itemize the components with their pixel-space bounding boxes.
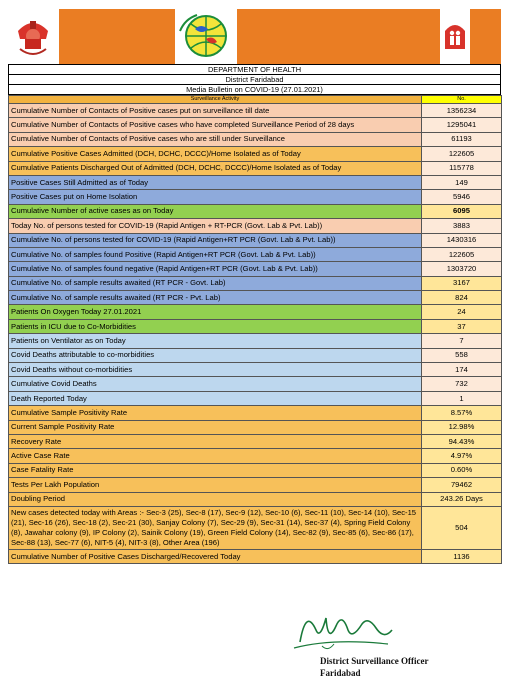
table-row bbox=[9, 291, 502, 305]
table-row bbox=[9, 363, 502, 377]
table-row bbox=[9, 506, 502, 549]
table-row bbox=[9, 132, 502, 146]
table-row bbox=[9, 161, 502, 175]
row-value: 12.98% bbox=[422, 420, 502, 434]
row-value: 5946 bbox=[422, 190, 502, 204]
row-label: Cumulative No. of sample results awaited (RT PCR - Pvt. Lab) bbox=[9, 291, 422, 305]
row-value: 8.57% bbox=[422, 406, 502, 420]
table-row bbox=[9, 434, 502, 448]
row-label: Cumulative Covid Deaths bbox=[9, 377, 422, 391]
table-row bbox=[9, 247, 502, 261]
row-label: Cumulative Number of Contacts of Positive cases who are still under Surveillance bbox=[9, 132, 422, 146]
department-title: DEPARTMENT OF HEALTH bbox=[8, 64, 501, 75]
table-row bbox=[9, 233, 502, 247]
row-value: 1303720 bbox=[422, 262, 502, 276]
row-value: 1295041 bbox=[422, 118, 502, 132]
table-row bbox=[9, 549, 502, 563]
table-row bbox=[9, 276, 502, 290]
table-row bbox=[9, 492, 502, 506]
row-label: Cumulative Number of Contacts of Positive cases put on surveillance till date bbox=[9, 104, 422, 118]
table-row bbox=[9, 190, 502, 204]
district-title: District Faridabad bbox=[8, 75, 501, 85]
row-label: Positive Cases Still Admitted as of Today bbox=[9, 175, 422, 189]
row-value: 37 bbox=[422, 319, 502, 333]
row-value: 3167 bbox=[422, 276, 502, 290]
table-row bbox=[9, 334, 502, 348]
row-value: 61193 bbox=[422, 132, 502, 146]
table-row bbox=[9, 348, 502, 362]
row-label: Cumulative Number of Contacts of Positive cases who have completed Surveillance Period of 28 days bbox=[9, 118, 422, 132]
row-label: Covid Deaths without co-morbidities bbox=[9, 363, 422, 377]
row-value: 122605 bbox=[422, 247, 502, 261]
row-label: Patients in ICU due to Co-Morbidities bbox=[9, 319, 422, 333]
health-globe-logo-icon bbox=[175, 9, 237, 64]
row-label: Covid Deaths attributable to co-morbidities bbox=[9, 348, 422, 362]
row-value: 1 bbox=[422, 391, 502, 405]
officer-signature bbox=[292, 600, 402, 655]
row-label: Death Reported Today bbox=[9, 391, 422, 405]
row-label: Cumulative Positive Cases Admitted (DCH, DCHC, DCCC)/Home Isolated as of Today bbox=[9, 147, 422, 161]
row-value: 24 bbox=[422, 305, 502, 319]
row-label: Cumulative Number of active cases as on Today bbox=[9, 204, 422, 218]
column-header-number: No. bbox=[422, 96, 502, 104]
row-label: Cumulative Patients Discharged Out of Admitted (DCH, DCHC, DCCC)/Home Isolated as of Today bbox=[9, 161, 422, 175]
table-row bbox=[9, 219, 502, 233]
row-value: 174 bbox=[422, 363, 502, 377]
row-label: Recovery Rate bbox=[9, 434, 422, 448]
row-value: 4.97% bbox=[422, 449, 502, 463]
row-value: 94.43% bbox=[422, 434, 502, 448]
table-row bbox=[9, 175, 502, 189]
row-label: Cumulative No. of samples found negative (Rapid Antigen+RT PCR (Govt. Lab & Pvt. Lab)) bbox=[9, 262, 422, 276]
bulletin-title: Media Bulletin on COVID-19 (27.01.2021) bbox=[8, 85, 501, 95]
row-value: 558 bbox=[422, 348, 502, 362]
table-row bbox=[9, 262, 502, 276]
family-welfare-logo-icon bbox=[440, 9, 470, 64]
table-row bbox=[9, 305, 502, 319]
surveillance-table bbox=[8, 95, 502, 564]
row-label: Positive Cases put on Home Isolation bbox=[9, 190, 422, 204]
row-label: Active Case Rate bbox=[9, 449, 422, 463]
bulletin-sheet bbox=[8, 9, 501, 564]
row-label: Cumulative No. of persons tested for COVID-19 (Rapid Antigen+RT PCR (Govt. Lab & Pvt. Lab)) bbox=[9, 233, 422, 247]
table-header-row bbox=[9, 96, 502, 104]
table-row bbox=[9, 319, 502, 333]
row-label: Case Fatality Rate bbox=[9, 463, 422, 477]
table-row bbox=[9, 391, 502, 405]
row-value: 122605 bbox=[422, 147, 502, 161]
row-value: 0.60% bbox=[422, 463, 502, 477]
table-row bbox=[9, 147, 502, 161]
row-value: 243.26 Days bbox=[422, 492, 502, 506]
header-banner bbox=[8, 9, 501, 64]
table-row bbox=[9, 478, 502, 492]
signature-title: District Surveillance Officer bbox=[320, 656, 429, 666]
table-row bbox=[9, 104, 502, 118]
row-label: Patients On Oxygen Today 27.01.2021 bbox=[9, 305, 422, 319]
row-label: Cumulative Number of Positive Cases Discharged/Recovered Today bbox=[9, 549, 422, 563]
row-value: 3883 bbox=[422, 219, 502, 233]
table-row bbox=[9, 204, 502, 218]
row-label: Current Sample Positivity Rate bbox=[9, 420, 422, 434]
row-value: 504 bbox=[422, 506, 502, 549]
row-value: 1136 bbox=[422, 549, 502, 563]
signature-place: Faridabad bbox=[320, 668, 361, 678]
row-label: Today No. of persons tested for COVID-19 (Rapid Antigen + RT-PCR (Govt. Lab & Pvt. Lab)) bbox=[9, 219, 422, 233]
row-value: 7 bbox=[422, 334, 502, 348]
table-row bbox=[9, 406, 502, 420]
row-value: 149 bbox=[422, 175, 502, 189]
table-row bbox=[9, 449, 502, 463]
row-label: Cumulative No. of sample results awaited (RT PCR - Govt. Lab) bbox=[9, 276, 422, 290]
row-value: 6095 bbox=[422, 204, 502, 218]
table-row bbox=[9, 420, 502, 434]
row-label: Tests Per Lakh Population bbox=[9, 478, 422, 492]
row-label: New cases detected today with Areas :- Sec-3 (25), Sec-8 (17), Sec-9 (12), Sec-10 (6), Sec-11 (10), Sec-14 (10), Sec-15 (21), Sec-16 (26), Sec-18 (2), Sec-21 (30), Sanjay Colony (7), Sec-29 (9), Sec-31 (14), Sec-37 (4), Spring Field Colony (8), Jawahar colony (9), IP Colony (2), Sainik Colony (19), Green Field Colony (14), Sec-82 (9), Sec-85 (6), Sec-86 (17), Sec-88 (13), Sec-77 (6), NIT-5 (4), NIT-3 (8), Other Area (196) bbox=[9, 506, 422, 549]
row-value: 732 bbox=[422, 377, 502, 391]
row-label: Cumulative Sample Positivity Rate bbox=[9, 406, 422, 420]
row-value: 1356234 bbox=[422, 104, 502, 118]
table-row bbox=[9, 463, 502, 477]
table-row bbox=[9, 118, 502, 132]
row-label: Patients on Ventilator as on Today bbox=[9, 334, 422, 348]
haryana-emblem-icon bbox=[8, 9, 59, 64]
row-value: 824 bbox=[422, 291, 502, 305]
row-value: 1430316 bbox=[422, 233, 502, 247]
row-label: Doubling Period bbox=[9, 492, 422, 506]
column-header-activity: Surveillance Activity bbox=[9, 96, 422, 104]
table-row bbox=[9, 377, 502, 391]
row-value: 115778 bbox=[422, 161, 502, 175]
row-label: Cumulative No. of samples found Positive (Rapid Antigen+RT PCR (Govt. Lab & Pvt. Lab)) bbox=[9, 247, 422, 261]
row-value: 79462 bbox=[422, 478, 502, 492]
